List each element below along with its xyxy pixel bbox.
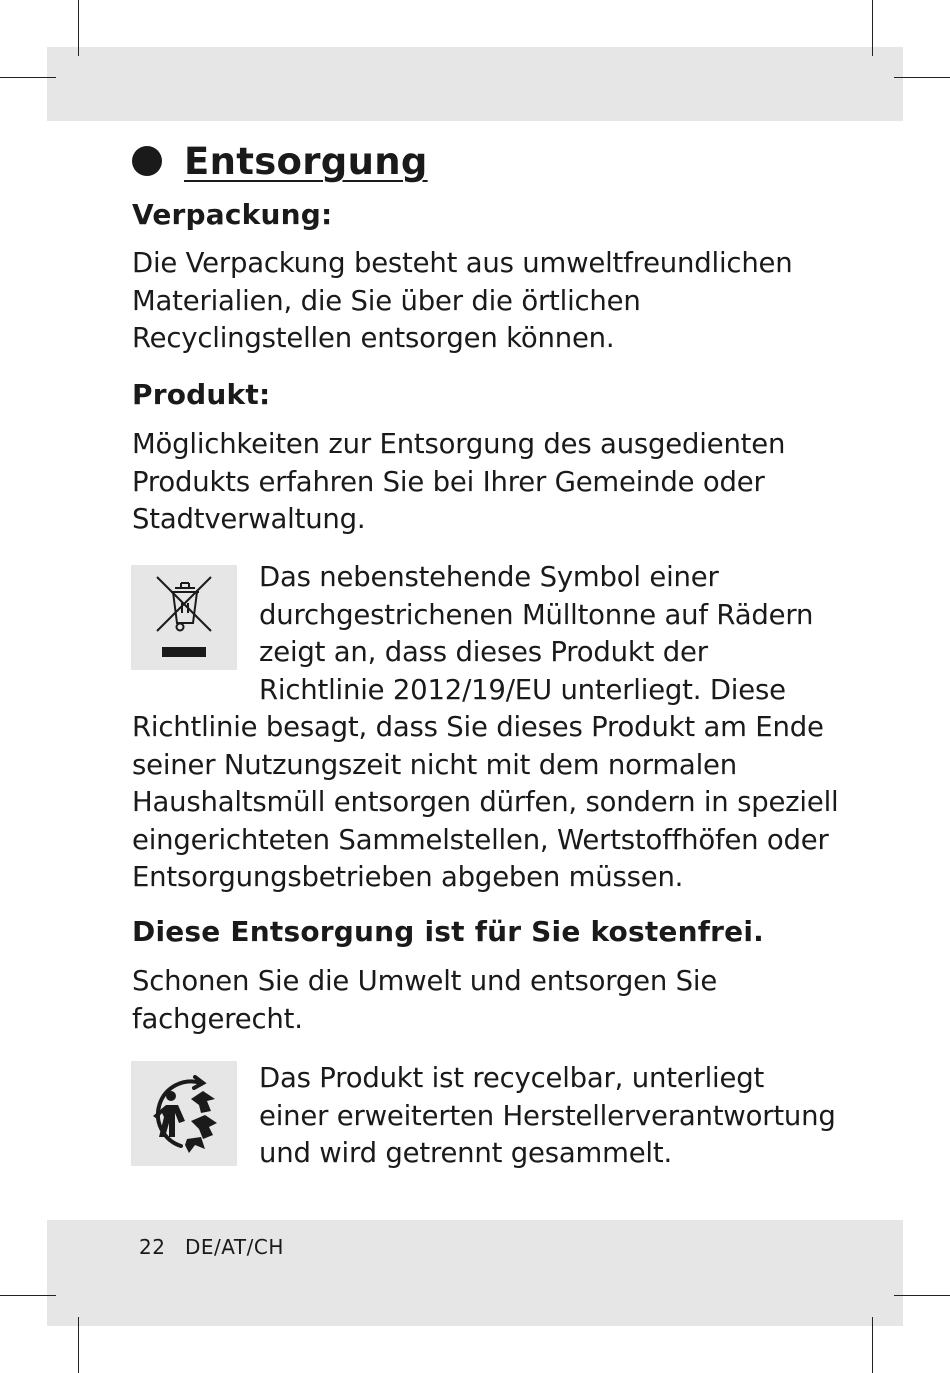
care-text: Schonen Sie die Umwelt und entsorgen Sie fachgerecht.: [132, 965, 718, 1035]
weee-text-below: Richtlinie besagt, dass Sie dieses Produkt am Ende seiner Nutzungszeit nicht mit dem normalen Haushaltsmüll entsorgen dürfen, sondern in speziell eingerichteten Sammelstellen, Wertstoffhöfen oder Entsorgungsbetrieben abgeben müssen.: [132, 711, 839, 893]
page-number: 22: [139, 1235, 166, 1259]
triman-recycling-icon: [131, 1061, 237, 1166]
packaging-text: Die Verpackung besteht aus umweltfreundlichen Materialien, die Sie über die örtlichen Recyclingstellen entsorgen können.: [132, 247, 793, 354]
crossed-out-wheelie-bin-icon: [131, 565, 237, 670]
section-heading: [132, 136, 428, 186]
crop-mark: [872, 1317, 873, 1373]
triman-symbol: [131, 1061, 237, 1166]
crop-mark: [0, 1295, 56, 1296]
crop-mark: [872, 0, 873, 56]
bullet-icon: [132, 146, 162, 176]
packaging-label: Verpackung:: [132, 198, 333, 231]
page-title: Entsorgung: [184, 139, 428, 183]
product-text: Möglichkeiten zur Entsorgung des ausgedienten Produkts erfahren Sie bei Ihrer Gemeinde oder Stadtverwaltung.: [132, 428, 786, 535]
crop-mark: [894, 77, 950, 78]
free-notice: Diese Entsorgung ist für Sie kostenfrei.: [132, 915, 764, 948]
crop-mark: [0, 77, 56, 78]
weee-symbol: [131, 565, 237, 670]
header-band: [47, 47, 903, 121]
product-label: Produkt:: [132, 378, 271, 411]
recycle-text: Das Produkt ist recycelbar, unterliegt einer erweiterten Herstellerverantwortung und wird getrennt gesammelt.: [259, 1062, 836, 1169]
country-codes: DE/AT/CH: [185, 1235, 284, 1259]
crop-mark: [894, 1295, 950, 1296]
crop-mark: [78, 1317, 79, 1373]
footer-band: [47, 1220, 903, 1326]
crop-mark: [78, 0, 79, 56]
weee-text-beside: Das nebenstehende Symbol einer durchgestrichenen Mülltonne auf Rädern zeigt an, dass dieses Produkt der Richtlinie 2012/19/EU unterliegt. Diese: [259, 561, 814, 706]
